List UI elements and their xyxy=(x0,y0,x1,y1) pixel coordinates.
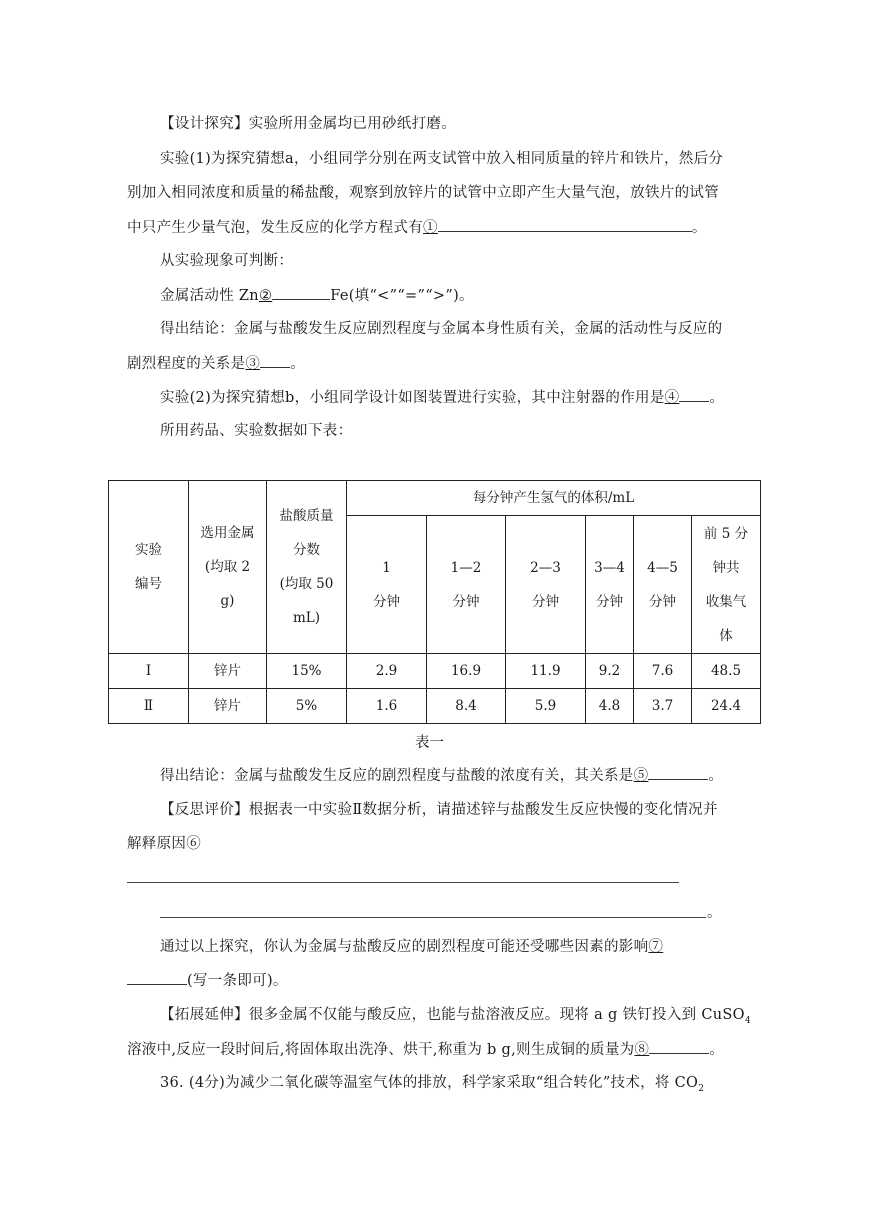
cell-value: 7.6 xyxy=(634,654,692,689)
blank-marker-4: ④ xyxy=(664,390,680,406)
exp1-text-1: 实验(1)为探究猜想a，小组同学分别在两支试管中放入相同质量的锌片和铁片，然后分 xyxy=(160,151,724,167)
exp1-text-2: 别加入相同浓度和质量的稀盐酸，观察到放锌片的试管中立即产生大量气泡，放铁片的试管 xyxy=(127,185,719,201)
factor-pre: 通过以上探究，你认为金属与盐酸反应的剧烈程度可能还受哪些因素的影响 xyxy=(160,939,649,955)
cell-value: 1.6 xyxy=(347,689,427,724)
cell-value: 2.9 xyxy=(347,654,427,689)
cell-total: 24.4 xyxy=(692,689,761,724)
question-36 xyxy=(160,1073,704,1099)
extend-text-1 xyxy=(160,1005,751,1031)
table-row xyxy=(109,689,761,724)
header-minute-2-3: 2—3 分钟 xyxy=(506,516,586,654)
table-row xyxy=(109,654,761,689)
header-acid-fraction: 盐酸质量 分数 (均取 50 mL) xyxy=(267,481,347,654)
answer-line-6b[interactable] xyxy=(160,917,706,918)
cell-value: 11.9 xyxy=(506,654,586,689)
blank-marker-1: ① xyxy=(423,220,438,236)
factor-text-2 xyxy=(127,970,288,991)
cell-total: 48.5 xyxy=(692,654,761,689)
co2-subscript: 2 xyxy=(698,1083,705,1094)
header-metal: 选用金属 (均取 2 g) xyxy=(189,481,267,654)
activity-pre: 金属活动性 Zn xyxy=(160,288,259,304)
activity-post: Fe(填“<”“=”“>”)。 xyxy=(330,288,474,304)
answer-blank-5[interactable] xyxy=(648,765,708,780)
cell-value: 5.9 xyxy=(506,689,586,724)
period-5: 。 xyxy=(708,768,724,784)
reflect-text-2: 解释原因⑥ xyxy=(127,836,201,852)
header-minute-1-2: 1—2 分钟 xyxy=(427,516,506,654)
period-1: 。 xyxy=(691,220,707,236)
conclusion1-text-1: 得出结论：金属与盐酸发生反应剧烈程度与金属本身性质有关，金属的活动性与反应的 xyxy=(160,321,723,337)
header-hydrogen-volume: 每分钟产生氢气的体积/mL xyxy=(347,481,761,516)
cell-id: Ⅰ xyxy=(109,654,189,689)
conclusion1-text-2 xyxy=(127,353,305,374)
activity-line xyxy=(160,285,474,306)
conclusion2-text xyxy=(160,765,723,786)
header-minute-3-4: 3—4 分钟 xyxy=(586,516,634,654)
judge-text: 从实验现象可判断： xyxy=(160,253,294,269)
period-8: 。 xyxy=(709,1042,725,1058)
answer-line-6a[interactable] xyxy=(127,882,679,883)
answer-blank-1[interactable] xyxy=(438,217,692,232)
header-minute-4-5: 4—5 分钟 xyxy=(634,516,692,654)
cuso4-subscript: 4 xyxy=(744,1015,751,1026)
cell-value: 9.2 xyxy=(586,654,634,689)
factor-post: (写一条即可)。 xyxy=(187,973,288,989)
cell-metal: 锌片 xyxy=(189,654,267,689)
exp2-text xyxy=(160,387,724,408)
header-minute-1: 1 分钟 xyxy=(347,516,427,654)
answer-blank-8[interactable] xyxy=(649,1039,709,1054)
answer-blank-7[interactable] xyxy=(127,970,187,985)
conclusion1-pre: 剧烈程度的关系是 xyxy=(127,356,246,372)
conclusion2-pre: 得出结论：金属与盐酸发生反应的剧烈程度与盐酸的浓度有关，其关系是 xyxy=(160,768,634,784)
blank-marker-7: ⑦ xyxy=(648,939,664,955)
period-3: 。 xyxy=(290,356,306,372)
answer-blank-3[interactable] xyxy=(260,353,290,368)
design-heading: 【设计探究】实验所用金属均已用砂纸打磨。 xyxy=(160,116,456,132)
question-36-text: 36. (4分)为减少二氧化碳等温室气体的排放，科学家采取“组合转化”技术，将 CO xyxy=(160,1075,699,1091)
header-experiment-id: 实验 编号 xyxy=(109,481,189,654)
table-caption: 表一 xyxy=(415,735,444,751)
factor-text-1 xyxy=(160,937,663,957)
extend-pre: 【拓展延伸】很多金属不仅能与酸反应，也能与盐溶液反应。现将 a g 铁钉投入到 CuSO xyxy=(160,1007,745,1023)
cell-acid: 5% xyxy=(267,689,347,724)
header-total-5min: 前 5 分 钟共 收集气 体 xyxy=(692,516,761,654)
exp1-text-3-pre: 中只产生少量气泡，发生反应的化学方程式有 xyxy=(127,220,423,236)
exp2-pre: 实验(2)为探究猜想b，小组同学设计如图装置进行实验，其中注射器的作用是 xyxy=(160,390,665,406)
blank-marker-2: ② xyxy=(258,288,273,304)
data-table xyxy=(108,480,761,724)
cell-acid: 15% xyxy=(267,654,347,689)
reflect-text-1: 【反思评价】根据表一中实验Ⅱ数据分析，请描述锌与盐酸发生反应快慢的变化情况并 xyxy=(160,802,718,818)
cell-value: 8.4 xyxy=(427,689,506,724)
blank-marker-8: ⑧ xyxy=(634,1042,650,1058)
blank-marker-3: ③ xyxy=(245,356,261,372)
cell-id: Ⅱ xyxy=(109,689,189,724)
cell-value: 3.7 xyxy=(634,689,692,724)
drugs-text: 所用药品、实验数据如下表： xyxy=(160,423,353,439)
cell-value: 16.9 xyxy=(427,654,506,689)
answer-blank-4[interactable] xyxy=(679,387,709,402)
cell-metal: 锌片 xyxy=(189,689,267,724)
extend-text-2 xyxy=(127,1039,724,1060)
answer-blank-2[interactable] xyxy=(272,285,330,300)
extend-b-pre: 溶液中,反应一段时间后,将固体取出洗净、烘干,称重为 b g,则生成铜的质量为 xyxy=(127,1042,635,1058)
cell-value: 4.8 xyxy=(586,689,634,724)
exp1-text-3 xyxy=(127,217,707,238)
period-6: 。 xyxy=(707,905,722,921)
blank-marker-5: ⑤ xyxy=(633,768,649,784)
period-4: 。 xyxy=(709,390,725,406)
